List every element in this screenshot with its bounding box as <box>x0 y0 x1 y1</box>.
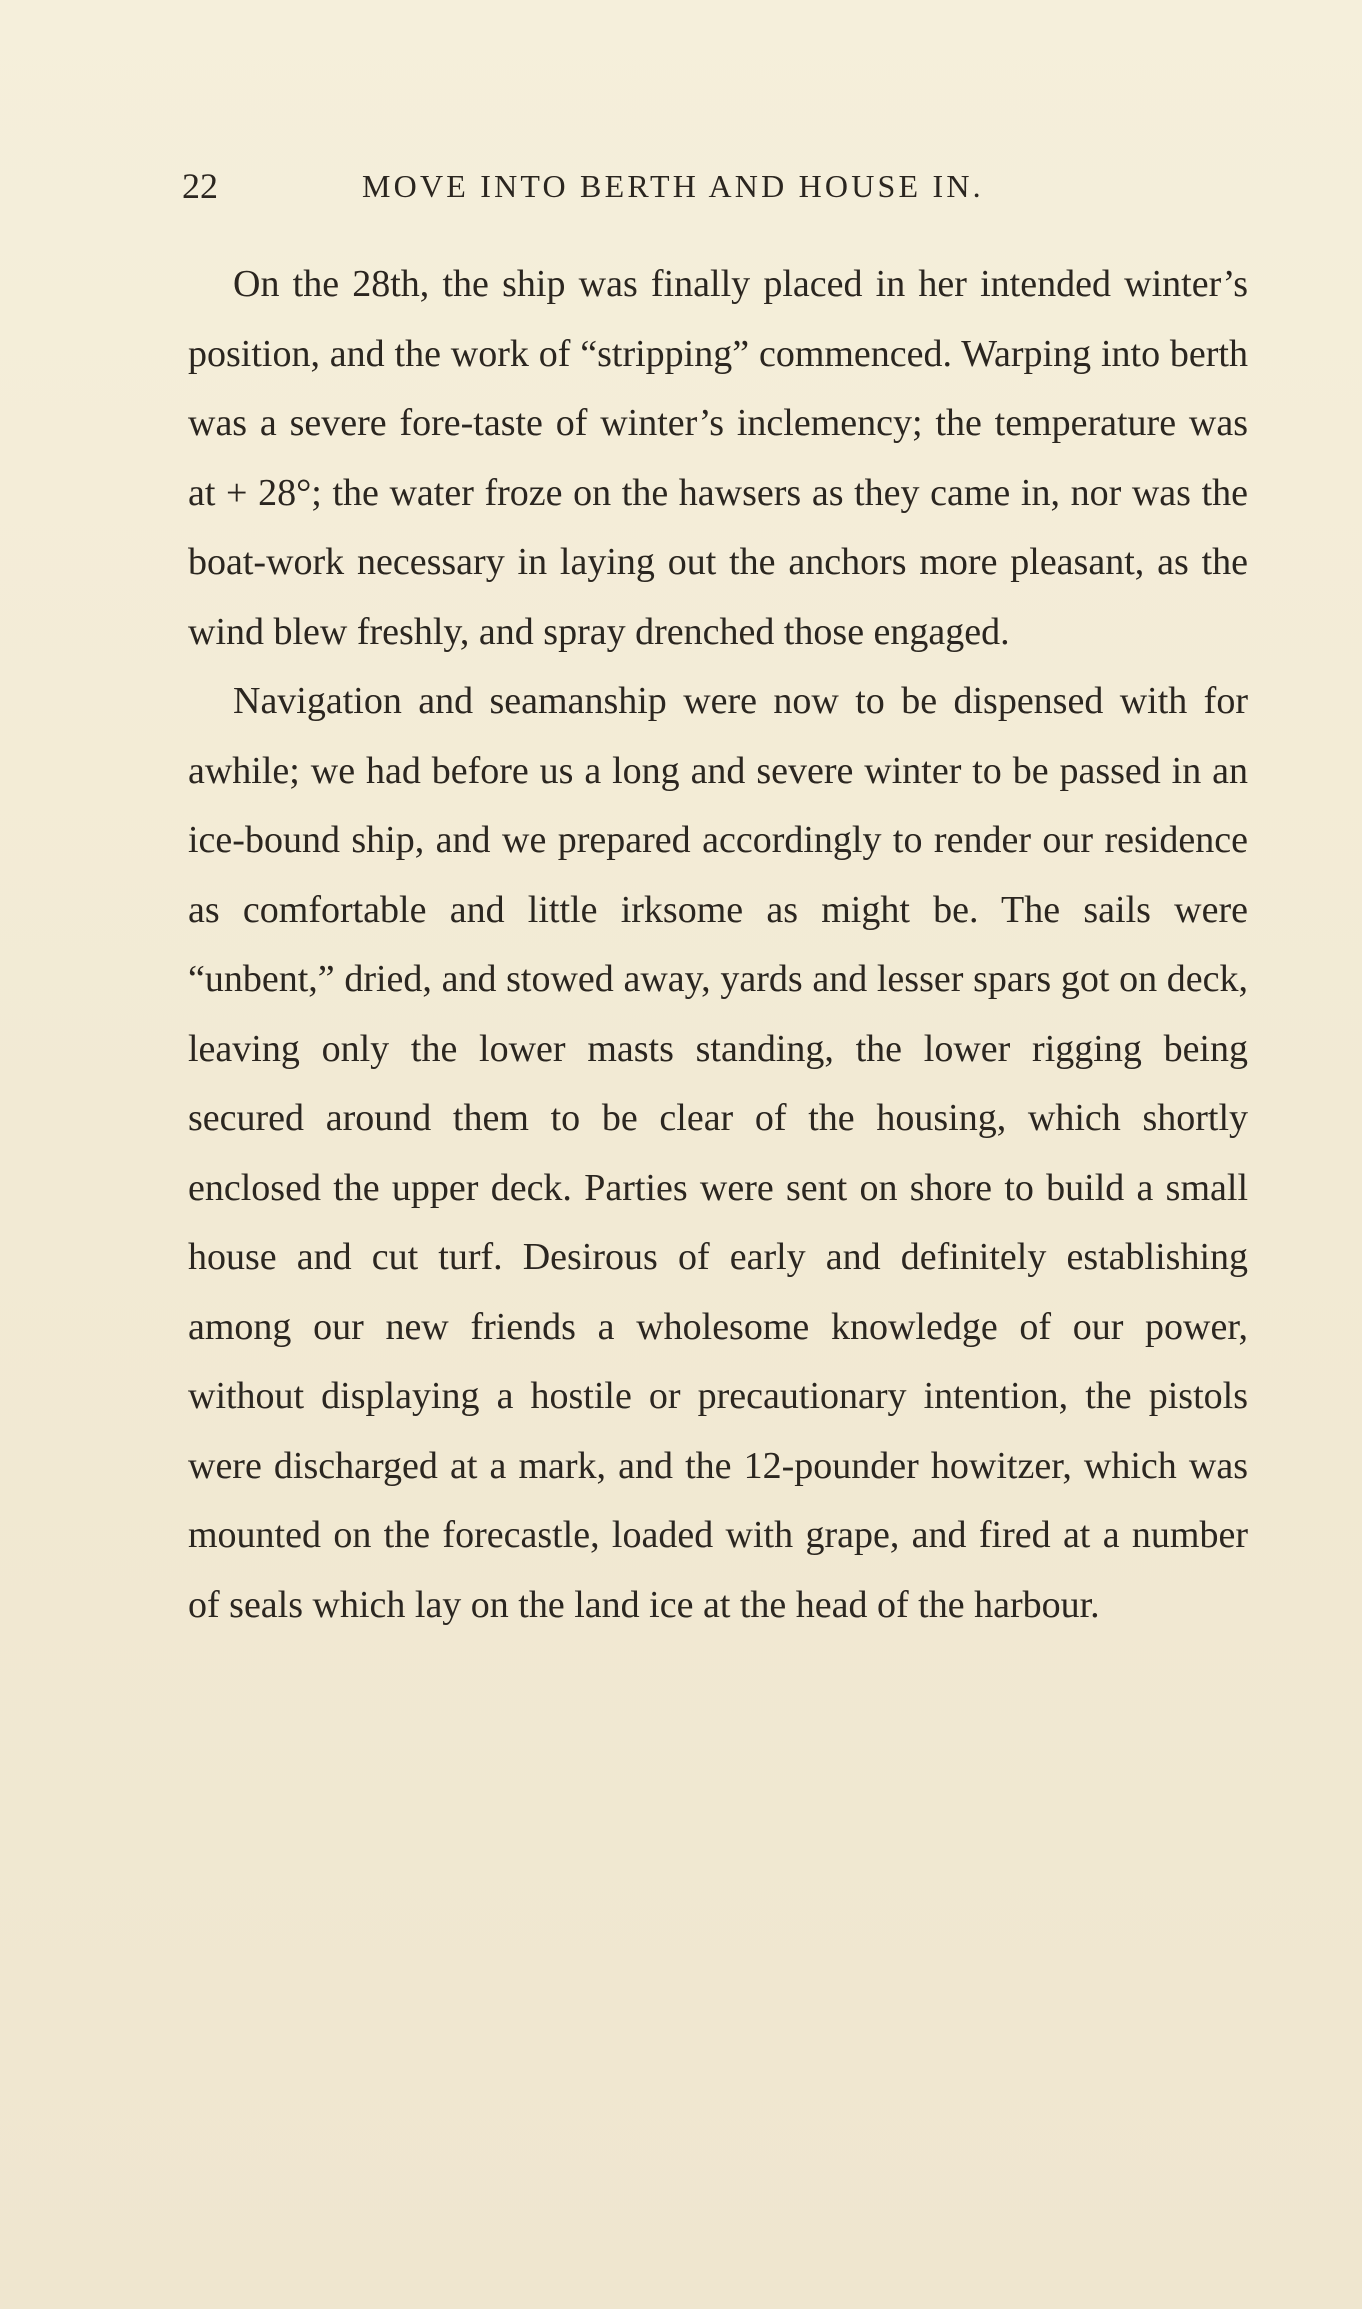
running-head-title: MOVE INTO BERTH AND HOUSE IN. <box>362 168 984 204</box>
paragraph: On the 28th, the ship was finally placed in her intended winter’s position, and the work of “stripping” commenced. Warping into berth was a severe fore-taste of winter’s inclemency; the temperature was at + 28°; the water froze on the hawsers as they came in, nor was the boat-work necessary in laying out the anchors more pleasant, as the wind blew freshly, and spray drenched those engaged. <box>188 263 1248 653</box>
page-number: 22 <box>182 166 218 206</box>
running-head <box>182 162 1252 210</box>
paragraph: Navigation and seamanship were now to be dispensed with for awhile; we had before us a long and severe winter to be passed in an ice-bound ship, and we prepared accordingly to render our residence as comfortable and little irksome as might be. The sails were “unbent,” dried, and stowed away, yards and lesser spars got on deck, leaving only the lower masts standing, the lower rigging being secured around them to be clear of the housing, which shortly enclosed the upper deck. Parties were sent on shore to build a small house and cut turf. Desirous of early and definitely establishing among our new friends a wholesome knowledge of our power, without displaying a hostile or precautionary intention, the pistols were discharged at a mark, and the 12-pounder howitzer, which was mounted on the forecastle, loaded with grape, and fired at a number of seals which lay on the land ice at the head of the harbour. <box>188 680 1248 1626</box>
body-text <box>188 250 1248 1640</box>
